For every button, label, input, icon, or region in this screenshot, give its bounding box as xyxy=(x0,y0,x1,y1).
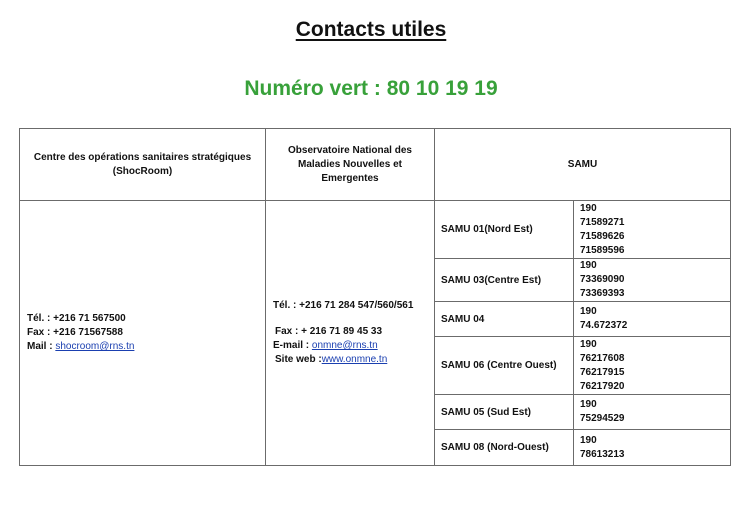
samu-number: 73369393 xyxy=(580,288,625,299)
onmne-site-label: Site web : xyxy=(275,354,322,365)
hotline-number: Numéro vert : 80 10 19 19 xyxy=(244,77,498,100)
shocroom-mail-label: Mail : xyxy=(27,341,56,352)
samu-name: SAMU 05 (Sud Est) xyxy=(435,395,574,430)
samu-number: 71589626 xyxy=(580,230,625,242)
shocroom-contact-cell xyxy=(20,201,266,466)
onmne-site-link[interactable]: www.onmne.tn xyxy=(321,354,388,365)
samu-number: 71589271 xyxy=(580,216,625,228)
samu-number: 78613213 xyxy=(580,448,625,460)
page-title: Contacts utiles xyxy=(295,18,447,41)
samu-name: SAMU 04 xyxy=(435,302,574,337)
samu-number: 71589596 xyxy=(580,244,625,256)
samu-name: SAMU 01(Nord Est) xyxy=(435,201,574,259)
header-onmne: Observatoire National des Maladies Nouvelles et Emergentes xyxy=(266,129,435,201)
samu-number: 75294529 xyxy=(580,413,625,424)
onmne-email-link[interactable]: onmne@rns.tn xyxy=(311,340,378,351)
samu-number: 76217920 xyxy=(580,380,625,392)
samu-number: 76217915 xyxy=(580,366,625,378)
table-row xyxy=(20,201,731,259)
contacts-table xyxy=(19,128,731,466)
samu-numbers xyxy=(574,201,731,259)
samu-numbers xyxy=(574,337,731,395)
samu-name: SAMU 08 (Nord-Ouest) xyxy=(435,430,574,466)
samu-number: 190 xyxy=(580,434,597,446)
samu-numbers xyxy=(574,302,731,337)
header-shocroom: Centre des opérations sanitaires stratégiques (ShocRoom) xyxy=(20,129,266,201)
onmne-contact-cell xyxy=(266,201,435,466)
onmne-fax: Fax : + 216 71 89 45 33 xyxy=(275,326,383,337)
samu-name: SAMU 03(Centre Est) xyxy=(435,259,574,302)
shocroom-tel: Tél. : +216 71 567500 xyxy=(27,313,126,324)
samu-name: SAMU 06 (Centre Ouest) xyxy=(435,337,574,395)
samu-number: 190 xyxy=(580,306,597,317)
onmne-site-row xyxy=(273,353,434,367)
onmne-tel: Tél. : +216 71 284 547/560/561 xyxy=(273,300,414,311)
samu-number: 73369090 xyxy=(580,274,625,285)
samu-number: 190 xyxy=(580,260,597,271)
table-header-row xyxy=(20,129,731,201)
header-samu: SAMU xyxy=(435,129,731,201)
samu-numbers xyxy=(574,395,731,430)
shocroom-fax: Fax : +216 71567588 xyxy=(27,327,123,338)
samu-numbers xyxy=(574,430,731,466)
shocroom-mail-row xyxy=(27,340,265,354)
shocroom-mail-link[interactable]: shocroom@rns.tn xyxy=(55,341,135,352)
samu-number: 74.672372 xyxy=(580,320,628,331)
samu-number: 190 xyxy=(580,202,597,214)
samu-numbers xyxy=(574,259,731,302)
samu-number: 190 xyxy=(580,399,597,410)
samu-number: 190 xyxy=(580,338,597,350)
onmne-email-label: E-mail : xyxy=(273,340,312,351)
samu-number: 76217608 xyxy=(580,352,625,364)
onmne-email-row xyxy=(273,339,434,353)
